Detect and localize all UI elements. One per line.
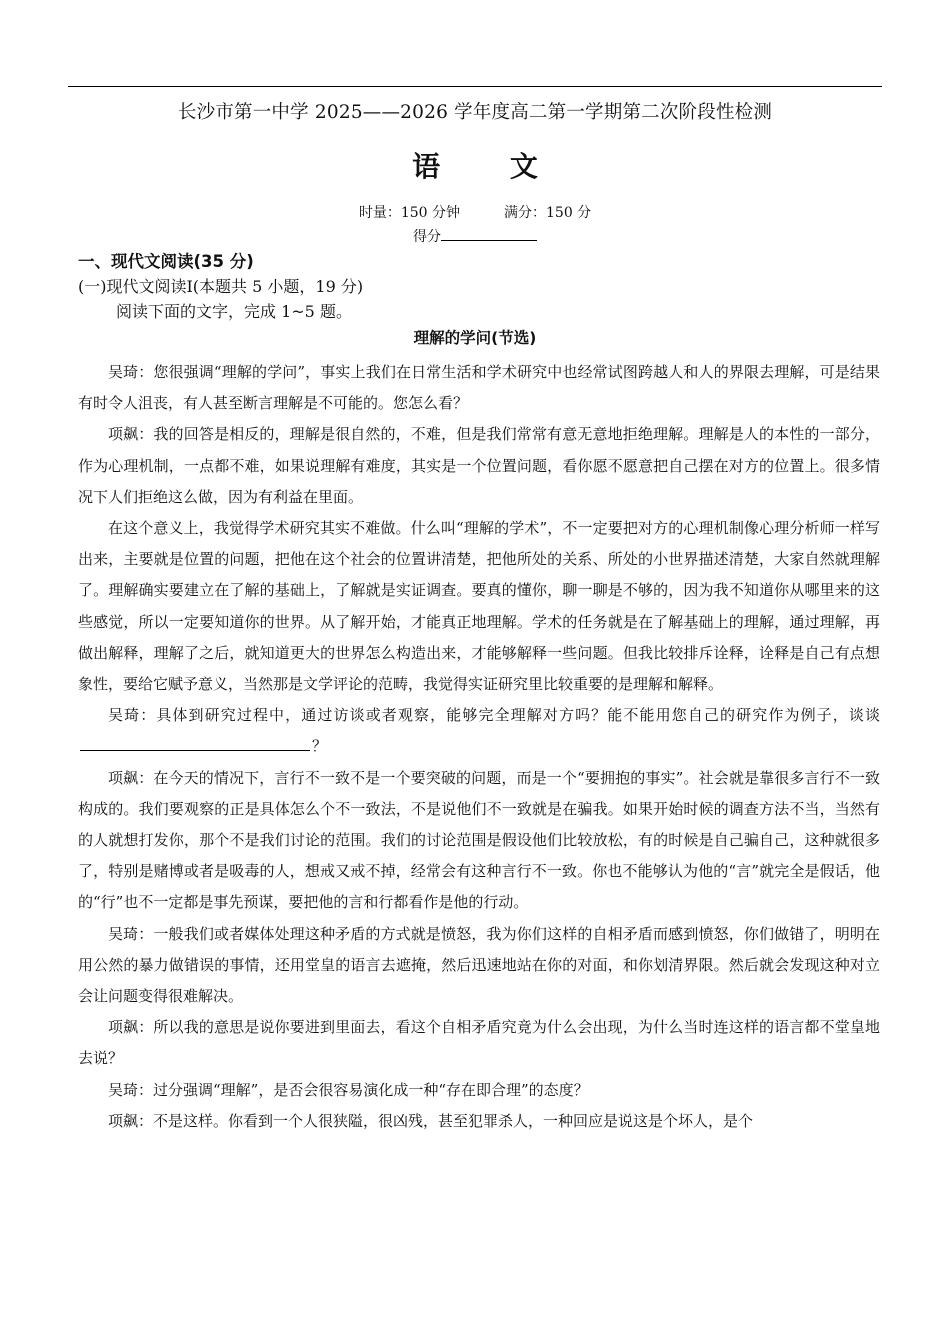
answer-blank[interactable] (80, 734, 310, 751)
subsection-heading: (一)现代文阅读Ⅰ(本题共 5 小题，19 分) (78, 277, 364, 296)
full-score: 满分：150 分 (504, 205, 592, 221)
reading-instruction: 阅读下面的文字，完成 1~5 题。 (116, 302, 352, 321)
paragraph: 项飙：在今天的情况下，言行不一致不是一个要突破的问题，而是一个“要拥抱的事实”。社会就是靠很多言行不一致构成的。我们要观察的正是具体怎么个不一致法，不是说他们不一致就是在骗我。如果开始时候的调查方法不当，当然有的人就想打发你，那个不是我们讨论的范围。我们的讨论范围是假设他们比较放松，有的时候是自己骗自己，这种就很多了，特别是赌博或者是吸毒的人，想戒又戒不掉，经常会有这种言行不一致。你也不能够认为他的“言”就完全是假话，他的“行”也不一定都是事先预谋，要把他的言和行都看作是他的行动。 (78, 768, 880, 912)
paragraph-text: 吴琦：具体到研究过程中，通过访谈或者观察，能够完全理解对方吗？能不能用您自己的研究作为例子，谈谈 (108, 706, 880, 725)
paragraph: 在这个意义上，我觉得学术研究其实不难做。什么叫“理解的学术”，不一定要把对方的心理机制像心理分析师一样写出来，主要就是位置的问题，把他在这个社会的位置讲清楚，把他所处的关系、所处的小世界描述清楚，大家自然就理解了。理解确实要建立在了解的基础上，了解就是实证调查。要真的懂你，聊一聊是不够的，因为我不知道你从哪里来的这些感觉，所以一定要知道你的世界。从了解开始，才能真正地理解。学术的任务就是在了解基础上的理解，通过理解，再做出解释，理解了之后，就知道更大的世界怎么构造出来，才能够解释一些问题。但我比较排斥诠释，诠释是自己有点想象性，要给它赋予意义，当然那是文学评论的范畴，我觉得实证研究里比较重要的是理解和解释。 (78, 519, 880, 694)
paragraph-with-blank (78, 700, 880, 762)
score-field (413, 226, 537, 247)
exam-title: 长沙市第一中学 2025——2026 学年度高二第一学期第二次阶段性检测 (177, 102, 773, 123)
passage-title: 理解的学问(节选) (413, 329, 537, 347)
paragraph: 项飙：所以我的意思是说你要进到里面去，看这个自相矛盾究竟为什么会出现，为什么当时连这样的语言都不堂皇地去说？ (78, 1018, 880, 1068)
score-label: 得分 (413, 229, 441, 245)
score-blank[interactable] (441, 226, 537, 241)
header-rule (68, 86, 882, 87)
passage-body (78, 357, 880, 1137)
paragraph: 吴琦：过分强调“理解”，是否会很容易演化成一种“存在即合理”的态度？ (108, 1080, 589, 1099)
time-limit: 时量：150 分钟 (358, 205, 460, 221)
paragraph: 吴琦：一般我们或者媒体处理这种矛盾的方式就是愤怒，我为你们这样的自相矛盾而感到愤怒，你们做错了，明明在用公然的暴力做错误的事情，还用堂皇的语言去遮掩，然后迅速地站在你的对面，和你划清界限。然后就会发现这种对立会让问题变得很难解决。 (78, 924, 880, 1006)
paragraph: 项飙：不是这样。你看到一个人很狭隘，很凶残，甚至犯罪杀人，一种回应是说这是个坏人，是个 (108, 1111, 754, 1130)
paragraph: 吴琦：您很强调“理解的学问”，事实上我们在日常生活和学术研究中也经常试图跨越人和人的界限去理解，可是结果有时令人沮丧，有人甚至断言理解是不可能的。您怎么看？ (78, 363, 880, 413)
blank-suffix: ？ (312, 737, 328, 756)
paragraph: 项飙：我的回答是相反的，理解是很自然的，不难，但是我们常常有意无意地拒绝理解。理解是人的本性的一部分，作为心理机制，一点都不难，如果说理解有难度，其实是一个位置问题，看你愿不愿意把自己摆在对方的位置上。很多情况下人们拒绝这么做，因为有利益在里面。 (78, 425, 880, 506)
exam-meta (68, 203, 882, 223)
section-heading: 一、现代文阅读(35 分) (78, 252, 254, 271)
subject-title: 语 文 (412, 150, 568, 183)
